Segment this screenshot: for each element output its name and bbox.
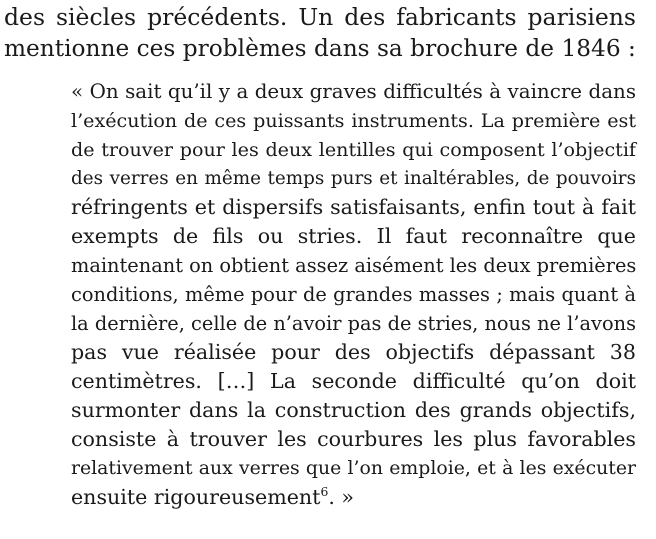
quote-line-2: l’exécution de ces puissants instruments. La première est [71, 109, 636, 132]
quote-line-1: « On sait qu’il y a deux graves difficultés à vaincre dans [71, 80, 636, 103]
quote-line-4: des verres en même temps purs et inaltérables, de pouvoirs [71, 168, 636, 189]
quote-line-11: centimètres. […] La seconde difficulté qu’on doit [71, 369, 636, 393]
footnote-reference[interactable]: 6 [320, 485, 329, 500]
quote-line-13: consiste à trouver les courbures les plus favorables [71, 427, 636, 451]
quote-line-3: de trouver pour les deux lentilles qui composent l’objectif [71, 138, 636, 161]
quote-line-7: maintenant on obtient assez aisément les deux premières [71, 254, 637, 277]
quote-line-5: réfringents et dispersifs satisfaisants, enfin tout à fait [71, 195, 636, 219]
quote-line-12: surmonter dans la construction des grands objectifs, [71, 398, 636, 422]
quote-line-8: conditions, même pour de grandes masses ; mais quant à [71, 283, 636, 306]
quote-line-6: exempts de fils ou stries. Il faut reconnaître que [71, 224, 636, 248]
intro-line-1: des siècles précédents. Un des fabricants parisiens [4, 3, 636, 31]
quote-line-9: la dernière, celle de n’avoir pas de stries, nous ne l’avons [71, 312, 636, 335]
quote-last-line-text: ensuite rigoureusement [71, 485, 321, 509]
quote-closing: . » [328, 485, 355, 509]
quote-line-14: relativement aux verres que l’on emploie, et à les exécuter [71, 458, 636, 479]
intro-line-2: mentionne ces problèmes dans sa brochure de 1846 : [4, 35, 636, 62]
quote-line-10: pas vue réalisée pour des objectifs dépassant 38 [71, 340, 636, 364]
quote-line-15 [71, 483, 636, 512]
